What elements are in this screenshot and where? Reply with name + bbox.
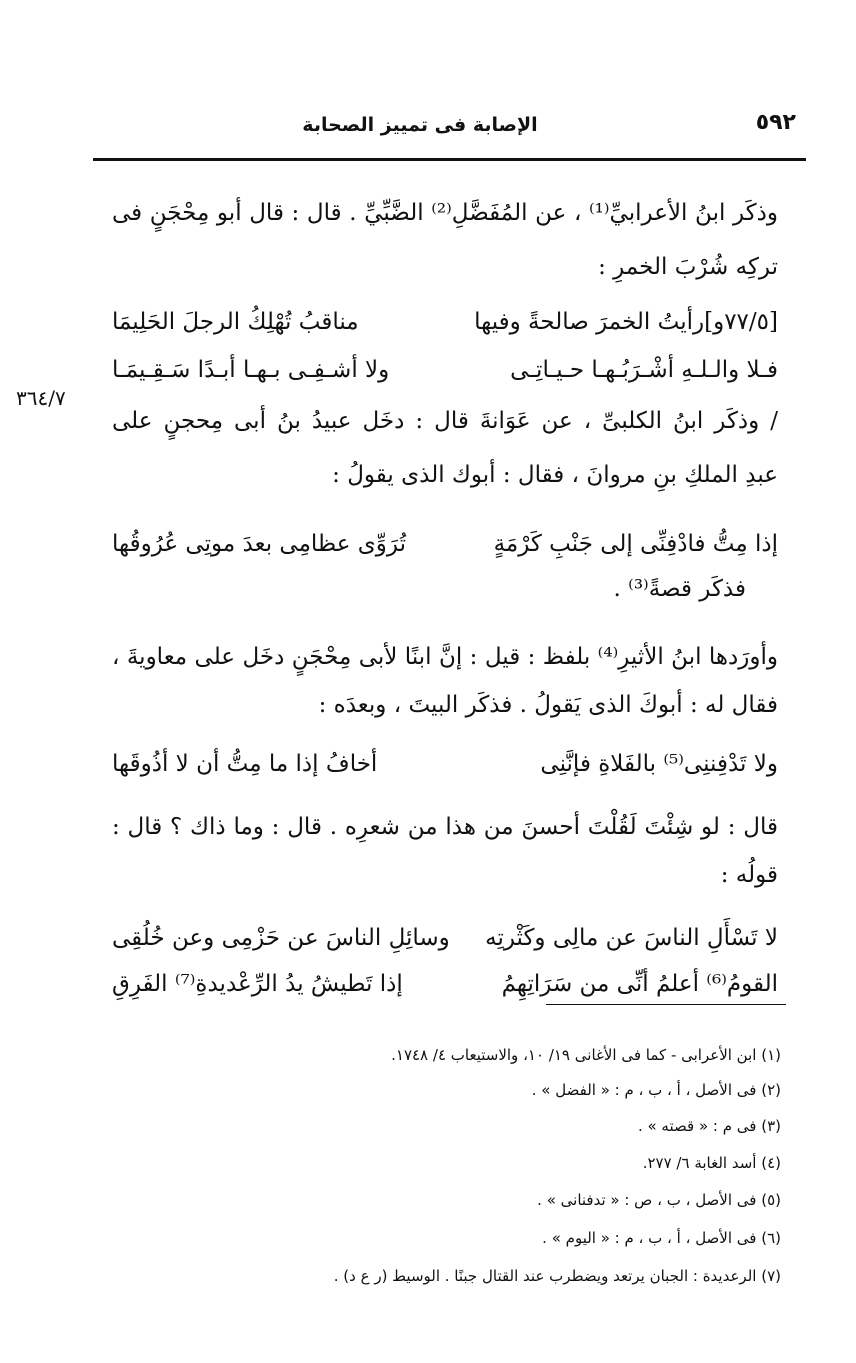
footnote: (٢) فى الأصل ، أ ، ب ، م : « الفضل » .: [531, 1081, 781, 1099]
verse-line: [112, 966, 778, 1002]
verse-second-hemistich: إذا تَطيشُ يدُ الرِّعْديدةِ⁽⁷⁾ الفَرِقِ: [112, 971, 403, 997]
paragraph-line: وذكَر ابنُ الأعرابيِّ⁽¹⁾ ، عن المُفَضَّلِ⁽²⁾ الضَّبِّيِّ . قال : قال أبو مِحْجَنٍ فى: [112, 200, 778, 226]
verse-second-hemistich: وسائِلِ الناسَ عن حَزْمِى وعن خُلُقِى: [112, 925, 450, 951]
text-underline: [546, 1004, 786, 1005]
verse-line: [112, 920, 778, 956]
footnote: (٣) فى م : « قصته » .: [637, 1117, 781, 1135]
footnote: (٦) فى الأصل ، أ ، ب ، م : « اليوم » .: [542, 1229, 781, 1247]
paragraph-line: تركِه شُرْبَ الخمرِ :: [598, 254, 778, 280]
paragraph-line: قال : لو شِئْتَ لَقُلْتَ أحسنَ من هذا من شعرِه . قال : وما ذاك ؟ قال :: [112, 814, 778, 840]
page-number: ٥٩٢: [755, 110, 796, 135]
running-title: الإصابة فى تمييز الصحابة: [302, 114, 538, 136]
verse-line: [112, 352, 778, 388]
footnote: (١) ابن الأعرابى - كما فى الأغانى ١٩/ ١٠، والاستيعاب ٤/ ١٧٤٨.: [391, 1046, 781, 1064]
verse-second-hemistich: ولا أشـفِـى بـهـا أبـدًا سَـقِـيمَـا: [112, 357, 390, 383]
footnote: (٥) فى الأصل ، ب ، ص : « تدفنانى » .: [537, 1191, 781, 1209]
paragraph-line: / وذكَر ابنُ الكلبىِّ ، عن عَوَانةَ قال : دخَل عبيدُ بنُ أبى مِحجنٍ على: [112, 408, 778, 434]
paragraph-line: عبدِ الملكِ بنِ مروانَ ، فقال : أبوك الذى يقولُ :: [332, 462, 778, 488]
verse-first-hemistich: فـلا والـلـهِ أشْـرَبُـهـا حـيـاتِـى: [510, 357, 778, 383]
verse-first-hemistich: ولا تَدْفِننِى⁽⁵⁾ بالفَلاةِ فإنَّنِى: [540, 751, 778, 777]
header-rule: [93, 158, 806, 161]
paragraph-line: قولُه :: [720, 862, 778, 888]
verse-line: [112, 526, 778, 562]
verse-line: [112, 746, 778, 782]
paragraph-line: فذكَر قصةً⁽³⁾ .: [613, 576, 746, 602]
verse-first-hemistich: لا تَسْأَلِ الناسَ عن مالِى وكَثْرتِه: [485, 925, 778, 951]
paragraph-line: وأورَدها ابنُ الأثيرِ⁽⁴⁾ بلفظ : قيل : إنَّ ابنًا لأبى مِحْجَنٍ دخَل على معاويةَ ،: [112, 644, 778, 670]
footnote: (٧) الرعديدة : الجبان يرتعد ويضطرب عند القتال جبنًا . الوسيط (ر ع د) .: [333, 1267, 781, 1285]
footnote: (٤) أسد الغابة ٦/ ٢٧٧.: [642, 1154, 781, 1172]
margin-reference: ٣٦٤/٧: [16, 386, 66, 410]
paragraph-line: فقال له : أبوكَ الذى يَقولُ . فذكَر البيتَ ، وبعدَه :: [318, 692, 778, 718]
verse-second-hemistich: مناقبُ تُهْلِكُ الرجلَ الحَلِيمَا: [112, 309, 359, 335]
verse-second-hemistich: أخافُ إذا ما مِتُّ أن لا أذُوقَها: [112, 751, 378, 777]
verse-first-hemistich: [٧٧/٥و]رأيتُ الخمرَ صالحةً وفيها: [474, 309, 778, 335]
verse-line: [112, 304, 778, 340]
verse-second-hemistich: تُرَوِّى عظامِى بعدَ موتِى عُرُوقُها: [112, 531, 407, 557]
verse-first-hemistich: القومُ⁽⁶⁾ أعلمُ أنِّى من سَرَاتِهِمُ: [501, 971, 778, 997]
verse-first-hemistich: إذا مِتُّ فادْفِنِّى إلى جَنْبِ كَرْمَةٍ: [493, 531, 778, 557]
